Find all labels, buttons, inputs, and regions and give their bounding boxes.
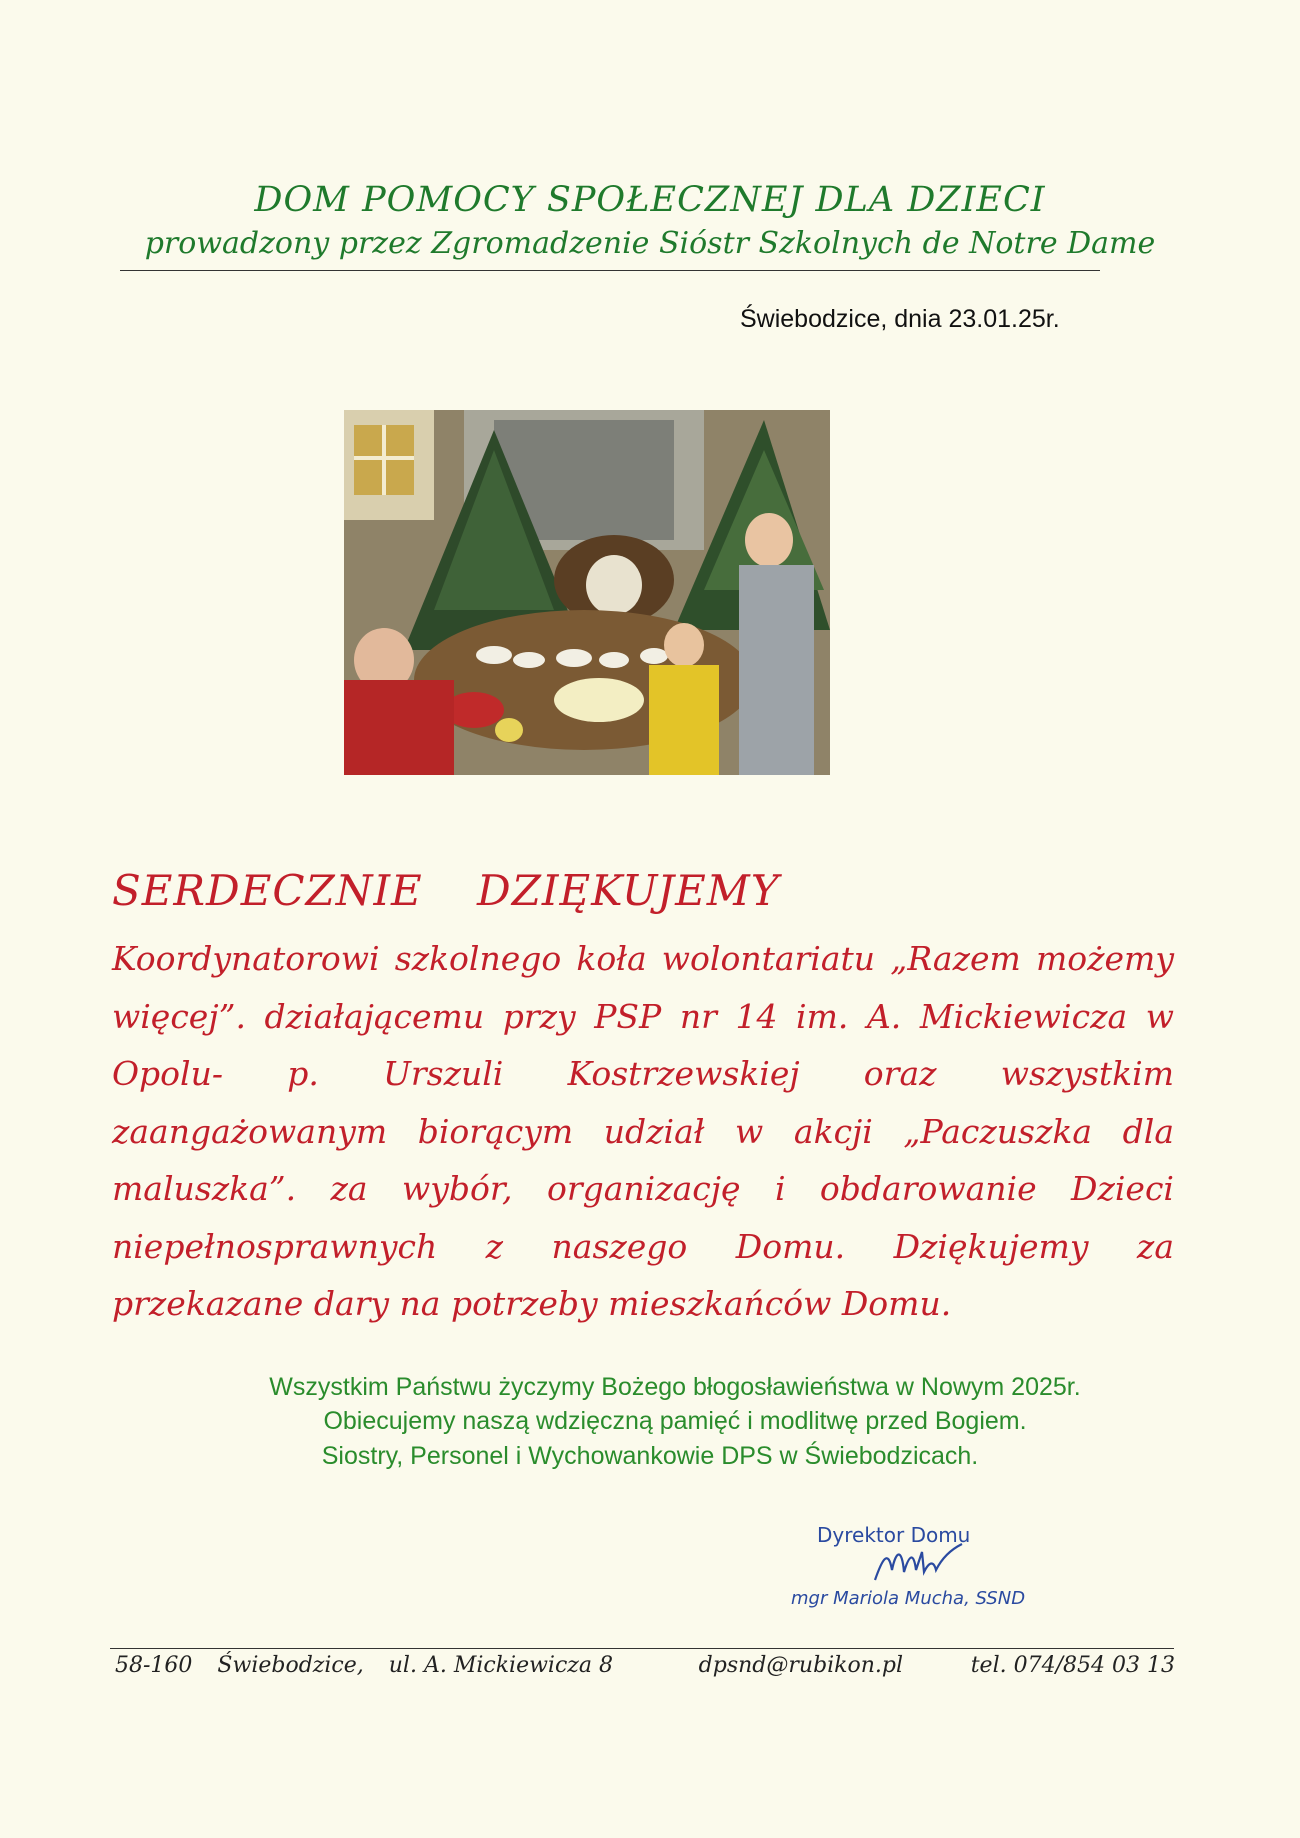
wishes-line-2: Obiecujemy naszą wdzięczną pamięć i modlitwę przed Bogiem.: [323, 1407, 1027, 1435]
thanks-body: Koordynatorowi szkolnego koła wolontariatu „Razem możemy więcej”. działającemu przy PSP nr 14 im. A. Mickiewicza w Opolu- p. Urszuli Kostrzewskiej oraz wszystkim zaangażowanym biorącym udział w akcji „Paczuszka dla maluszka”. za wybór, organizację i obdarowanie Dzieci niepełnosprawnych z naszego Domu. Dziękujemy za przekazane dary na potrzeby mieszkańców Domu.: [112, 939, 1174, 1323]
nativity-scene-photo: [344, 410, 830, 775]
thanks-title: SERDECZNIE DZIĘKUJEMY: [112, 866, 780, 915]
footer: [115, 1653, 1175, 1678]
footer-street: ul. A. Mickiewicza 8: [388, 1653, 613, 1678]
institution-operator: prowadzony przez Zgromadzenie Sióstr Szkolnych de Notre Dame: [144, 226, 1156, 261]
footer-divider: [110, 1648, 1174, 1649]
director-title: Dyrektor Domu: [817, 1523, 971, 1547]
wishes-line-1: Wszystkim Państwu życzymy Bożego błogosławieństwa w Nowym 2025r.: [269, 1373, 1081, 1401]
institution-name: DOM POMOCY SPOŁECZNEJ DLA DZIECI: [254, 180, 1046, 220]
signature-icon: [870, 1540, 970, 1586]
footer-address: [115, 1653, 631, 1678]
footer-phone: tel. 074/854 03 13: [970, 1653, 1175, 1678]
footer-city: Świebodzice,: [217, 1653, 364, 1678]
footer-postal: 58-160: [115, 1653, 193, 1678]
header-divider: [120, 270, 1100, 271]
director-name: mgr Mariola Mucha, SSND: [791, 1588, 1026, 1609]
footer-email: dpsnd@rubikon.pl: [698, 1653, 904, 1678]
nativity-scene-image: [344, 410, 830, 775]
letter-date: Świebodzice, dnia 23.01.25r.: [740, 305, 1060, 333]
wishes-line-3: Siostry, Personel i Wychowankowie DPS w Świebodzicach.: [321, 1442, 979, 1470]
